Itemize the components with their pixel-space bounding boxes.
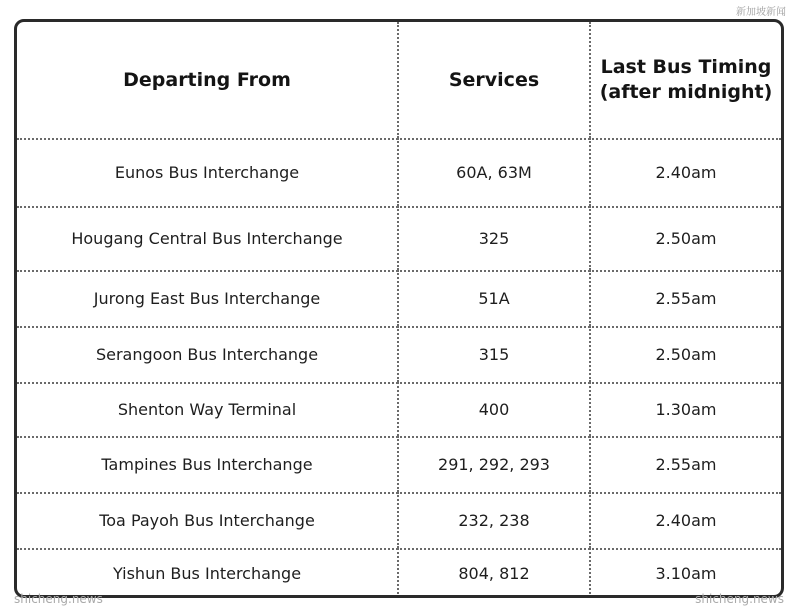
header-departing-from: Departing From — [123, 68, 291, 91]
services-cell: 325 — [397, 206, 589, 270]
timing-cell: 1.30am — [589, 382, 781, 436]
table-header-row — [17, 22, 781, 140]
departing-from-cell: Hougang Central Bus Interchange — [71, 228, 343, 248]
services-cell: 804, 812 — [397, 548, 589, 598]
departing-from-cell: Toa Payoh Bus Interchange — [99, 510, 315, 530]
table-row — [17, 548, 781, 598]
departing-from-cell: Yishun Bus Interchange — [112, 563, 302, 583]
table-row — [17, 326, 781, 384]
header-last-bus-timing — [589, 22, 781, 138]
timing-cell: 3.10am — [589, 548, 781, 598]
departing-from-cell: Jurong East Bus Interchange — [93, 288, 321, 308]
table-row — [17, 270, 781, 328]
bus-timing-table-frame — [14, 19, 784, 598]
timing-cell: 2.55am — [589, 270, 781, 326]
header-last-bus-line1: Last Bus Timing — [600, 56, 772, 78]
services-cell: 232, 238 — [397, 492, 589, 548]
timing-cell: 2.55am — [589, 436, 781, 492]
header-last-bus-line2: (after midnight) — [599, 81, 773, 103]
header-services: Services — [397, 22, 589, 138]
services-cell: 51A — [397, 270, 589, 326]
departing-from-cell: Shenton Way Terminal — [117, 399, 297, 419]
services-cell: 291, 292, 293 — [397, 436, 589, 492]
table-row — [17, 206, 781, 272]
timing-cell: 2.40am — [589, 138, 781, 206]
departing-from-cell: Tampines Bus Interchange — [101, 454, 313, 474]
timing-cell: 2.50am — [589, 326, 781, 382]
departing-from-cell: Serangoon Bus Interchange — [95, 344, 319, 364]
watermark-top: 新加坡新闻 — [736, 7, 786, 18]
watermark-bottom-left: shicheng.news — [14, 592, 103, 606]
timing-cell: 2.40am — [589, 492, 781, 548]
table-row — [17, 436, 781, 494]
services-cell: 60A, 63M — [397, 138, 589, 206]
table-row — [17, 492, 781, 550]
services-cell: 400 — [397, 382, 589, 436]
timing-cell: 2.50am — [589, 206, 781, 270]
services-cell: 315 — [397, 326, 589, 382]
watermark-bottom-right: shicheng.news — [695, 592, 784, 606]
table-row — [17, 382, 781, 438]
departing-from-cell: Eunos Bus Interchange — [114, 162, 300, 182]
table-row — [17, 138, 781, 208]
bus-timing-table — [17, 22, 781, 595]
